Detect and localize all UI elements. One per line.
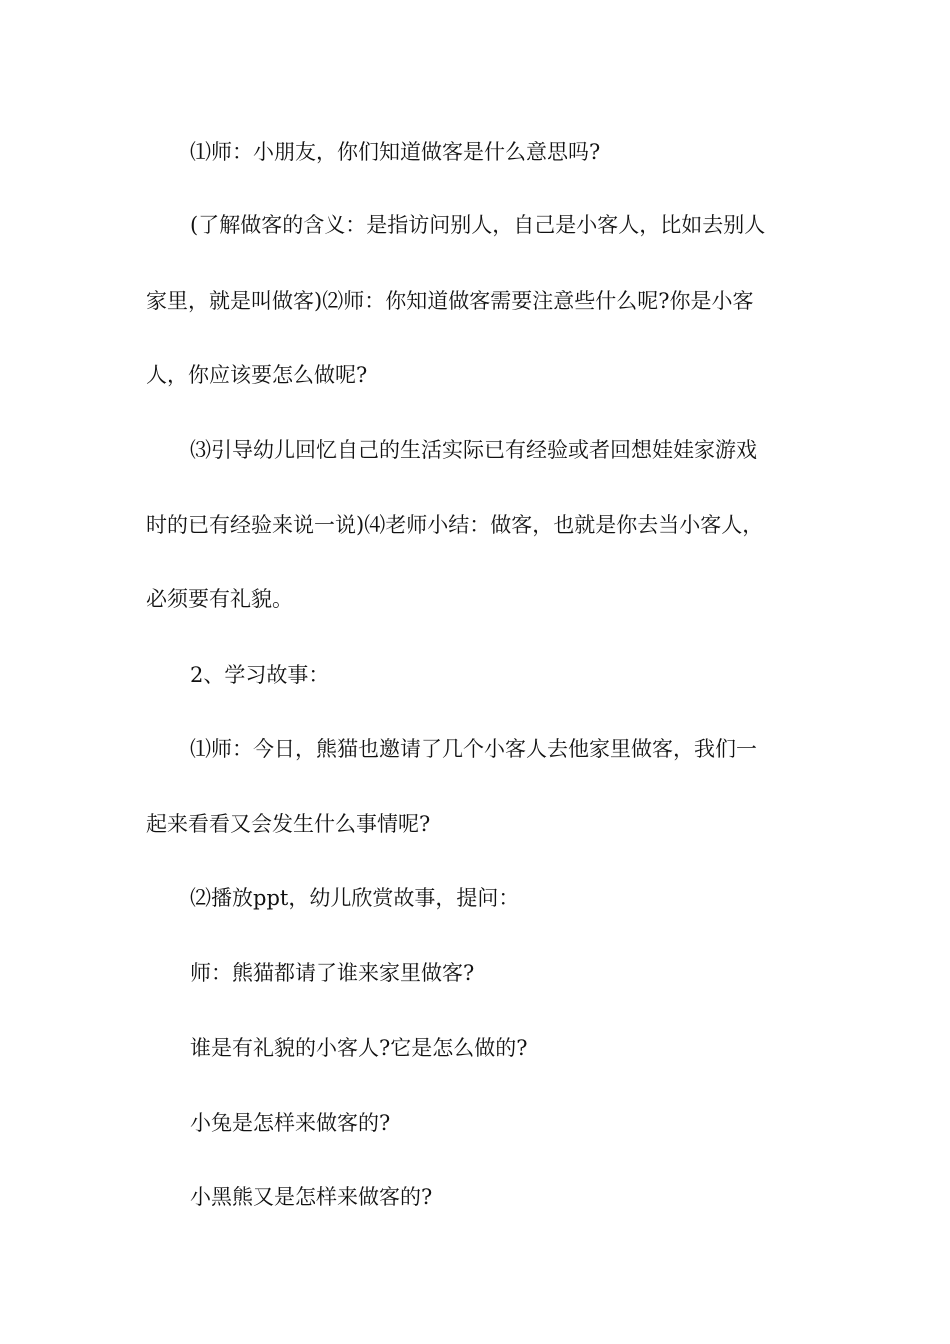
- text-line-12: 师：熊猫都请了谁来家里做客?: [190, 961, 475, 985]
- text-line-14: 小兔是怎样来做客的?: [190, 1111, 391, 1135]
- text-line-3: 家里，就是叫做客)⑵师：你知道做客需要注意些什么呢?你是小客: [146, 289, 754, 313]
- text-line-4: 人，你应该要怎么做呢?: [146, 363, 368, 387]
- text-line-8: 2、学习故事：: [190, 663, 330, 687]
- text-line-9: ⑴师：今日，熊猫也邀请了几个小客人去他家里做客，我们一: [190, 737, 757, 761]
- text-line-6: 时的已有经验来说一说)⑷老师小结：做客，也就是你去当小客人，: [146, 513, 764, 537]
- text-line-1: ⑴师：小朋友，你们知道做客是什么意思吗?: [190, 140, 601, 164]
- text-line-15: 小黑熊又是怎样来做客的?: [190, 1185, 433, 1209]
- text-line-11: ⑵播放ppt，幼儿欣赏故事，提问：: [190, 886, 520, 910]
- text-line-7: 必须要有礼貌。: [146, 587, 293, 611]
- text-line-2: (了解做客的含义：是指访问别人，自己是小客人，比如去别人: [190, 213, 766, 237]
- text-line-13: 谁是有礼貌的小客人?它是怎么做的?: [190, 1036, 528, 1060]
- text-line-5: ⑶引导幼儿回忆自己的生活实际已有经验或者回想娃娃家游戏: [190, 438, 757, 462]
- text-line-10: 起来看看又会发生什么事情呢?: [146, 812, 431, 836]
